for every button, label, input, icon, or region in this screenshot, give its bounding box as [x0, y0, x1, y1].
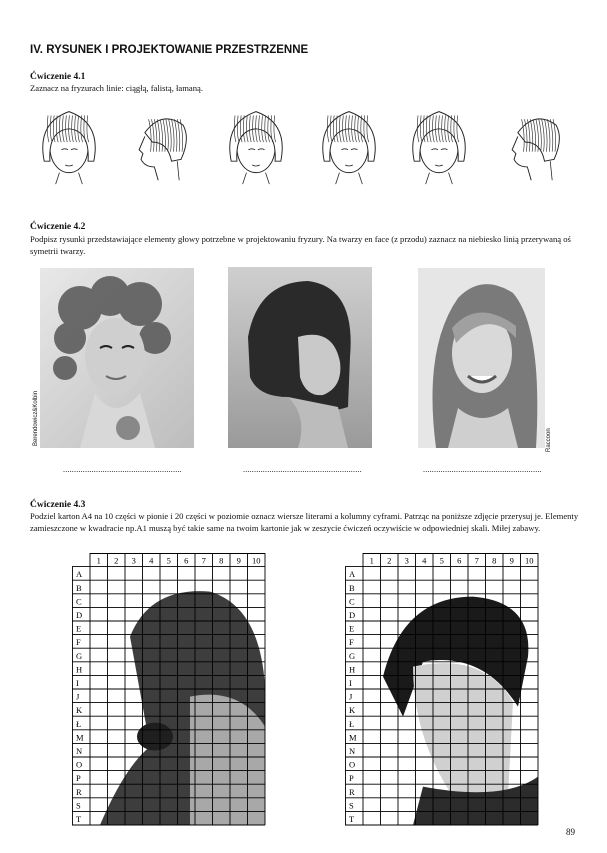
grid-column-label: 1	[369, 555, 374, 566]
grid-row-label: P	[349, 773, 354, 784]
grid-row-label: A	[349, 569, 356, 580]
grid-column-label: 6	[457, 555, 462, 566]
grid-column-label: 3	[404, 555, 409, 566]
grid-row-label: C	[76, 596, 82, 607]
grid-row-label: R	[76, 786, 82, 797]
answer-line-3[interactable]: ......................................................	[423, 465, 542, 474]
grid-row-label: I	[76, 678, 79, 688]
grid-row-label: K	[349, 705, 356, 716]
photo-credit-right: Raccoon	[546, 428, 552, 452]
exercise-4-3-title: Ćwiczenie 4.3	[30, 500, 86, 510]
grid-column-label: 7	[201, 555, 206, 566]
grid-column-label: 7	[474, 555, 479, 566]
grid-row-label: D	[349, 610, 356, 620]
grid-column-label: 10	[252, 555, 261, 566]
exercise-4-1-title: Ćwiczenie 4.1	[30, 72, 86, 82]
grid-row-label: M	[349, 732, 357, 743]
bob-haircut-photo	[228, 267, 372, 448]
grid-row-label: C	[349, 596, 355, 607]
exercise-4-3-text: Podziel karton A4 na 10 części w pionie i 20 części w poziomie oznacz wiersze literami a kolumny cyframi. Patrząc na poniższe zdjęcie przerysuj je. Elementy zamieszczone w kwadracie np.A1 muszą być takie same na twoim kartonie jak w zeszycie ćwiczeń oczywiście w odpowiedniej skali. Miłej zabawy.	[30, 511, 579, 533]
exercise-4-1-text: Zaznacz na fryzurach linie: ciągłą, falistą, łamaną.	[30, 83, 203, 93]
grid-row-label: J	[349, 691, 353, 702]
grid-row-label: H	[76, 664, 83, 675]
grid-row-label: T	[349, 814, 355, 824]
grid-row-label: H	[349, 664, 356, 675]
grid-row-label: B	[76, 582, 82, 593]
grid-row-label: R	[349, 786, 355, 797]
grid-column-label: 9	[236, 555, 241, 566]
exercise-4-2-text: Podpisz rysunki przedstawiające elementy głowy potrzebne w projektowaniu fryzury. Na twarzy en face (z przodu) zaznacz na niebiesko linią przerywaną oś symetrii twarzy.	[30, 234, 571, 256]
curly-hair-photo	[40, 268, 194, 448]
grid-column-label: 2	[387, 555, 392, 566]
grid-column-label: 10	[525, 555, 534, 566]
grid-row-label: S	[349, 800, 354, 811]
grid-column-label: 6	[184, 555, 189, 566]
grid-row-label: J	[76, 691, 80, 702]
grid-row-label: I	[349, 678, 352, 688]
page-number: 89	[566, 827, 575, 837]
grid-row-label: E	[76, 623, 82, 634]
grid-row-label: S	[76, 800, 81, 811]
grid-row-label: T	[76, 814, 82, 824]
grid-row-label: Ł	[76, 718, 82, 729]
grid-row-label: O	[349, 759, 356, 770]
hairstyle-sketch	[123, 104, 201, 186]
hairstyle-sketch	[30, 104, 108, 186]
grid-row-label: E	[349, 623, 355, 634]
grid-column-label: 5	[166, 555, 171, 566]
grid-row-label: P	[76, 773, 81, 784]
grid-column-label: 8	[492, 555, 497, 566]
grid-row-label: D	[76, 610, 83, 620]
grid-column-label: 3	[131, 555, 136, 566]
grid-column-label: 2	[114, 555, 119, 566]
grid-row-label: A	[76, 569, 83, 580]
grid-column-label: 8	[219, 555, 224, 566]
answer-line-1[interactable]: ......................................................	[63, 465, 182, 474]
grid-row-label: N	[349, 746, 356, 756]
grid-row-label: F	[349, 637, 354, 648]
grid-column-label: 4	[149, 555, 154, 566]
grid-column-label: 1	[96, 555, 101, 566]
drawing-grid-left	[72, 553, 266, 831]
grid-row-label: B	[349, 582, 355, 593]
grid-column-label: 9	[509, 555, 514, 566]
hairstyle-sketch	[310, 104, 388, 186]
photo-credit-left: Berendowicz&Kolbin	[33, 390, 39, 446]
hairstyle-sketch	[217, 104, 295, 186]
hairstyle-sketch	[496, 104, 574, 186]
grid-row-label: Ł	[349, 718, 355, 729]
long-hair-photo	[418, 268, 545, 448]
grid-row-label: K	[76, 705, 83, 716]
hairstyle-sketch	[400, 104, 478, 186]
answer-line-2[interactable]: ......................................................	[243, 465, 362, 474]
grid-row-label: F	[76, 637, 81, 648]
grid-row-label: O	[76, 759, 83, 770]
grid-row-label: M	[76, 732, 84, 743]
page-title: IV. RYSUNEK I PROJEKTOWANIE PRZESTRZENNE	[30, 44, 309, 56]
grid-row-label: G	[349, 650, 356, 661]
exercise-4-2-title: Ćwiczenie 4.2	[30, 222, 86, 232]
grid-column-label: 5	[439, 555, 444, 566]
grid-row-label: N	[76, 746, 83, 756]
grid-column-label: 4	[422, 555, 427, 566]
drawing-grid-right	[345, 553, 539, 831]
grid-row-label: G	[76, 650, 83, 661]
